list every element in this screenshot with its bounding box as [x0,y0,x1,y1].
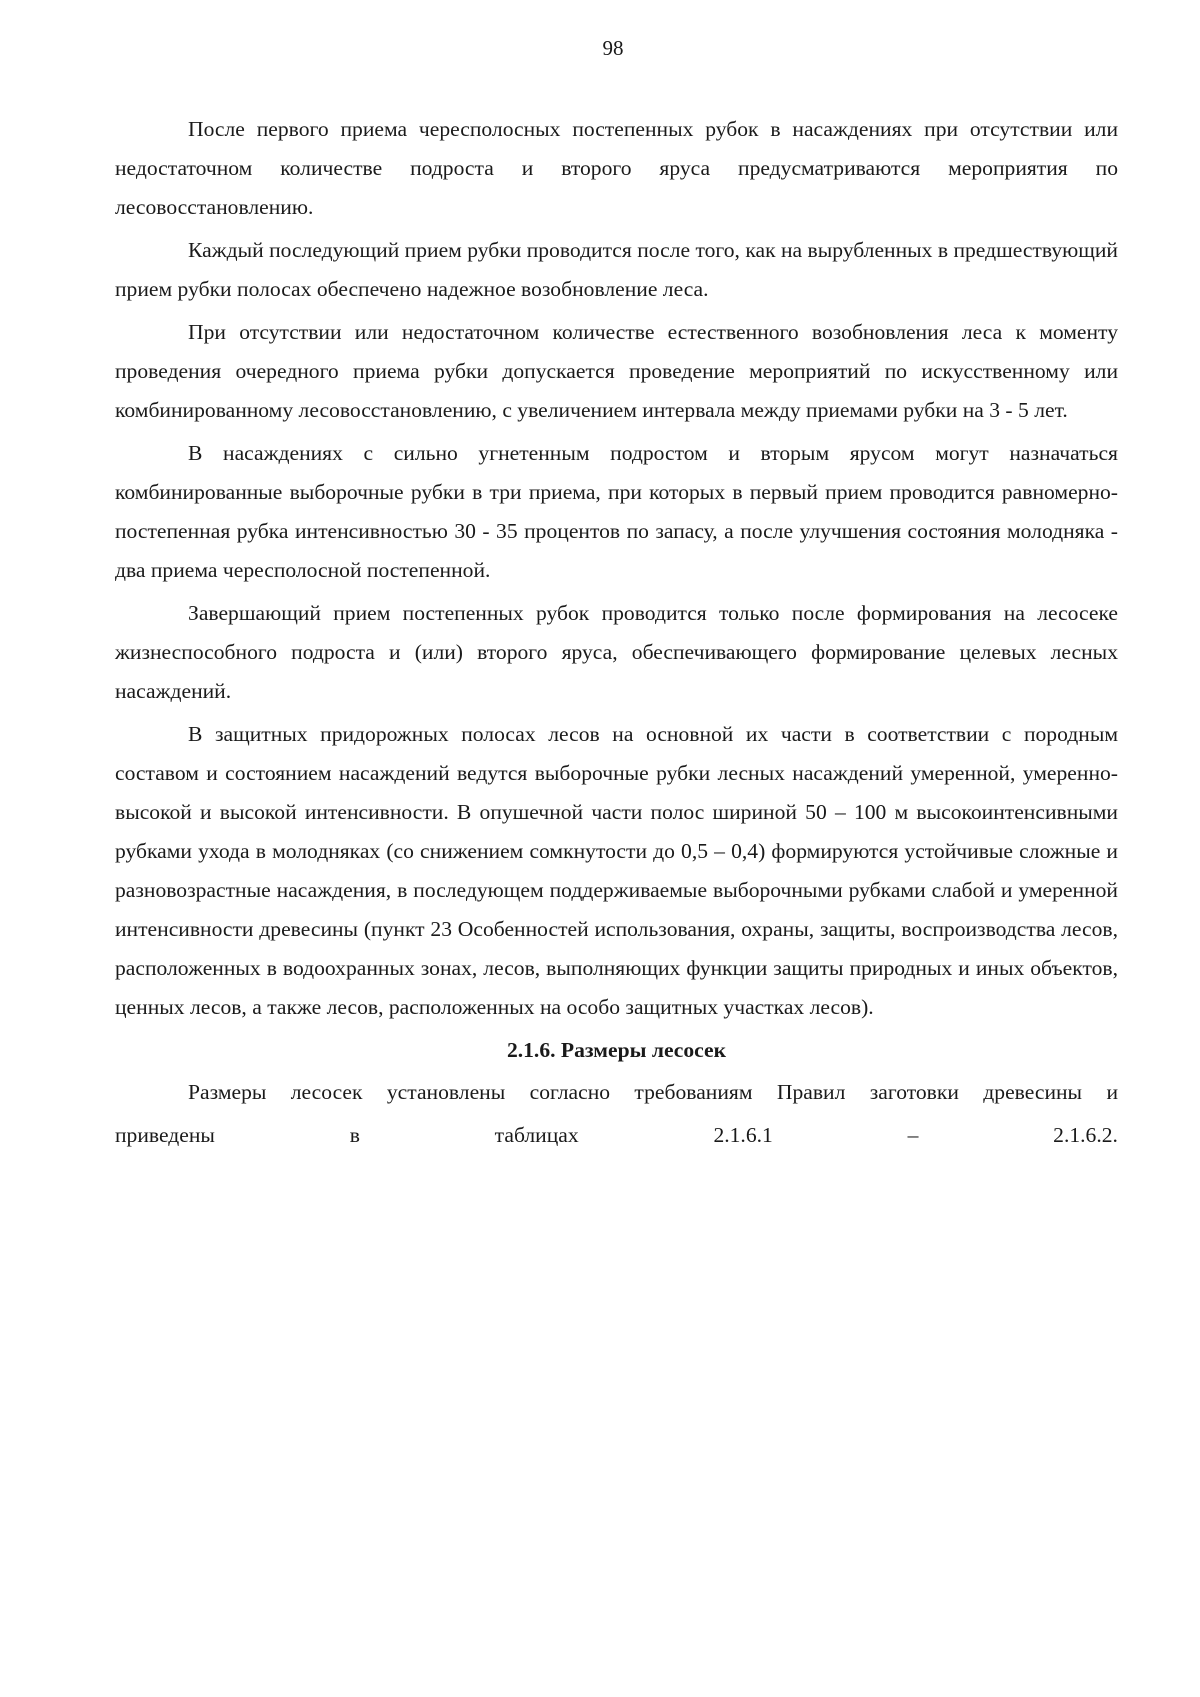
word: 2.1.6.1 [713,1123,773,1147]
word: таблицах [494,1123,579,1147]
paragraph-2: Каждый последующий прием рубки проводится после того, как на вырубленных в предшествующий прием рубки полосах обеспечено надежное возобновление леса. [115,238,1118,301]
word: 2.1.6.2. [1053,1123,1118,1147]
word: – [907,1123,919,1147]
section-paragraph-last-line [115,1116,1118,1155]
paragraph-1: После первого приема чересполосных постепенных рубок в насаждениях при отсутствии или недостаточном количестве подроста и второго яруса предусматриваются мероприятия по лесовосстановлению. [115,117,1118,219]
section-heading: 2.1.6. Размеры лесосек [506,1038,727,1062]
paragraph-5: Завершающий прием постепенных рубок проводится только после формирования на лесосеке жизнеспособного подроста и (или) второго яруса, обеспечивающего формирование целевых лесных насаждений. [115,601,1118,703]
section-paragraph: Размеры лесосек установлены согласно требованиям Правил заготовки древесины и [188,1080,1118,1104]
word: в [349,1123,360,1147]
page-number: 98 [602,36,624,60]
paragraph-3: При отсутствии или недостаточном количестве естественного возобновления леса к моменту проведения очередного приема рубки допускается проведение мероприятий по искусственному или комбинированному лесовосстановлению, с увеличением интервала между приемами рубки на 3 - 5 лет. [115,320,1118,422]
word: приведены [115,1123,215,1147]
paragraph-6: В защитных придорожных полосах лесов на основной их части в соответствии с породным составом и состоянием насаждений ведутся выборочные рубки лесных насаждений умеренной, умеренно-высокой и высокой интенсивности. В опушечной части полос шириной 50 – 100 м высокоинтенсивными рубками ухода в молодняках (со снижением сомкнутости до 0,5 – 0,4) формируются устойчивые сложные и разновозрастные насаждения, в последующем поддерживаемые выборочными рубками слабой и умеренной интенсивности древесины (пункт 23 Особенностей использования, охраны, защиты, воспроизводства лесов, расположенных в водоохранных зонах, лесов, выполняющих функции защиты природных и иных объектов, ценных лесов, а также лесов, расположенных на особо защитных участках лесов). [115,722,1118,1019]
paragraph-4: В насаждениях с сильно угнетенным подростом и вторым ярусом могут назначаться комбинированные выборочные рубки в три приема, при которых в первый прием проводится равномерно-постепенная рубка интенсивностью 30 - 35 процентов по запасу, а после улучшения состояния молодняка - два приема чересполосной постепенной. [115,441,1118,582]
document-body [115,110,1118,1155]
